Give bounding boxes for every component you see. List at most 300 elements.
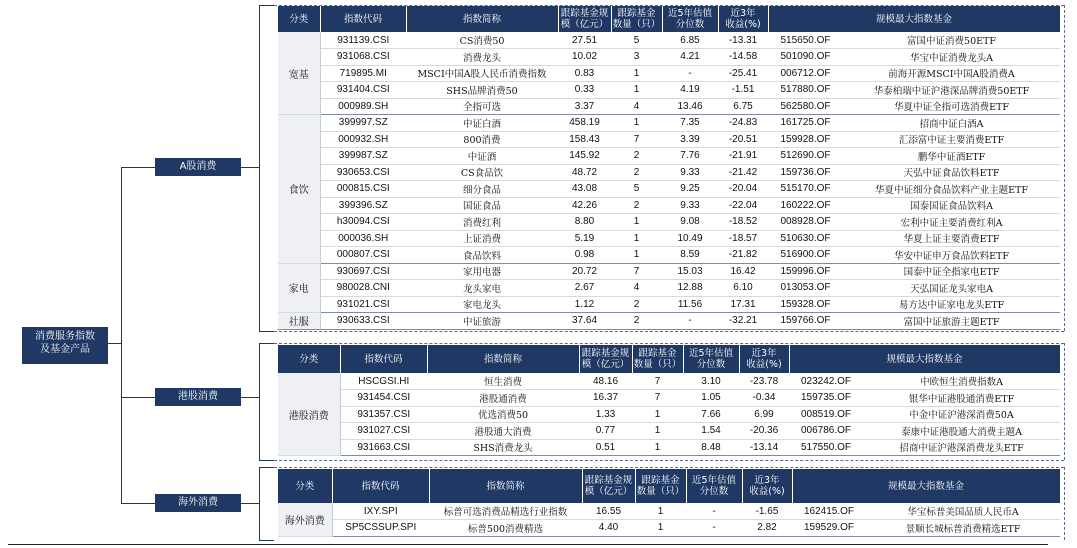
group-cell: 食饮 — [278, 115, 320, 264]
ov-header-code: 指数代码 — [332, 469, 429, 503]
index-name-cell: 港股通消费 — [427, 390, 579, 407]
index-name-cell: 优选消费50 — [427, 406, 579, 423]
frame-hk-right — [1064, 343, 1065, 460]
return-cell: -1.65 — [742, 503, 792, 520]
ov-header-count-l1: 跟踪基金 — [641, 475, 680, 486]
ov-header-ret-l1: 近3年 — [754, 475, 780, 486]
frame-hk-bottom — [274, 460, 1064, 461]
index-code-cell: 931068.CSI — [320, 49, 406, 66]
scale-cell: 43.08 — [558, 181, 611, 198]
index-code-cell: 930697.CSI — [320, 263, 406, 280]
table-row — [278, 230, 1060, 247]
index-name-cell: SHS品牌消费50 — [406, 82, 558, 99]
index-name-cell: 全指可选 — [406, 98, 558, 115]
bracket-hk-t — [259, 343, 274, 344]
fund-code-cell: 159735.OF — [789, 390, 863, 407]
index-code-cell: 930653.CSI — [320, 164, 406, 181]
count-cell: 1 — [632, 439, 683, 456]
valuation-pct-cell: - — [662, 313, 718, 330]
hk-header-count — [632, 345, 683, 373]
ov-header-count-l2: 数量（只） — [636, 486, 685, 497]
valuation-pct-cell: 7.76 — [662, 148, 718, 165]
fund-name-cell: 富国中证消费50ETF — [843, 32, 1060, 49]
frame-ov-top — [274, 467, 1064, 468]
ov-header-scale — [582, 469, 635, 503]
index-code-cell: 399997.SZ — [320, 115, 406, 132]
ov-header-name: 指数简称 — [429, 469, 582, 503]
count-cell: 7 — [611, 131, 662, 148]
valuation-pct-cell: 3.39 — [662, 131, 718, 148]
fund-code-cell: 159328.OF — [768, 296, 843, 313]
valuation-pct-cell: 9.25 — [662, 181, 718, 198]
connector-trunk — [121, 167, 122, 503]
hk-header-name: 指数简称 — [427, 345, 579, 373]
index-code-cell: 931454.CSI — [340, 390, 427, 407]
scale-cell: 5.19 — [558, 230, 611, 247]
fund-code-cell: 159766.OF — [768, 313, 843, 330]
hk-header-scale — [579, 345, 632, 373]
index-name-cell: CS食品饮 — [406, 164, 558, 181]
fund-name-cell: 中欧恒生消费指数A — [863, 373, 1060, 390]
count-cell: 4 — [611, 280, 662, 297]
scale-cell: 16.55 — [582, 503, 635, 520]
frame-hk-top — [274, 343, 1064, 344]
header-ret-l1: 近3年 — [730, 8, 756, 19]
index-name-cell: 龙头家电 — [406, 280, 558, 297]
ov-header-pct — [686, 469, 742, 503]
valuation-pct-cell: 4.19 — [662, 82, 718, 99]
count-cell: 1 — [635, 520, 686, 537]
scale-cell: 48.72 — [558, 164, 611, 181]
table-row — [278, 247, 1060, 264]
bracket-a-v — [259, 5, 260, 332]
scale-cell: 1.33 — [579, 406, 632, 423]
ov-header-count — [635, 469, 686, 503]
index-code-cell: 980028.CNI — [320, 280, 406, 297]
count-cell: 1 — [632, 423, 683, 440]
overseas-table — [278, 469, 1061, 537]
fund-code-cell: 517550.OF — [789, 439, 863, 456]
table-row — [278, 148, 1060, 165]
scale-cell: 1.12 — [558, 296, 611, 313]
hk-header-code: 指数代码 — [340, 345, 427, 373]
fund-code-cell: 008519.OF — [789, 406, 863, 423]
valuation-pct-cell: 9.33 — [662, 197, 718, 214]
index-code-cell: 000989.SH — [320, 98, 406, 115]
hk-header-count-l2: 数量（只） — [633, 359, 682, 370]
hk-header-pct — [683, 345, 739, 373]
count-cell: 1 — [611, 82, 662, 99]
fund-code-cell: 515170.OF — [768, 181, 843, 198]
count-cell: 1 — [611, 214, 662, 231]
bracket-overseas — [241, 503, 259, 504]
index-code-cell: 931357.CSI — [340, 406, 427, 423]
bracket-overseas-v — [259, 467, 260, 541]
return-cell: 17.31 — [718, 296, 768, 313]
index-code-cell: 000036.SH — [320, 230, 406, 247]
fund-name-cell: 天弘国证龙头家电A — [843, 280, 1060, 297]
bracket-hk-v — [259, 343, 260, 461]
fund-code-cell: 501090.OF — [768, 49, 843, 66]
hk-header-count-l1: 跟踪基金 — [638, 348, 677, 359]
fund-code-cell: 516900.OF — [768, 247, 843, 264]
scale-cell: 3.37 — [558, 98, 611, 115]
table-row — [278, 181, 1060, 198]
return-cell: 6.10 — [718, 280, 768, 297]
fund-name-cell: 富国中证旅游主题ETF — [843, 313, 1060, 330]
count-cell: 1 — [632, 406, 683, 423]
valuation-pct-cell: 11.56 — [662, 296, 718, 313]
return-cell: -0.34 — [739, 390, 789, 407]
valuation-pct-cell: 7.66 — [683, 406, 739, 423]
return-cell: -25.41 — [718, 65, 768, 82]
count-cell: 5 — [611, 181, 662, 198]
fund-name-cell: 汇添富中证主要消费ETF — [843, 131, 1060, 148]
fund-code-cell: 162415.OF — [792, 503, 866, 520]
return-cell: -18.52 — [718, 214, 768, 231]
valuation-pct-cell: 1.05 — [683, 390, 739, 407]
index-name-cell: 国证食品 — [406, 197, 558, 214]
index-code-cell: h30094.CSI — [320, 214, 406, 231]
valuation-pct-cell: - — [686, 520, 742, 537]
return-cell: 6.99 — [739, 406, 789, 423]
table-row — [278, 98, 1060, 115]
a-share-table — [278, 6, 1061, 330]
header-ret-l2: 收益(%) — [725, 19, 761, 30]
table-row — [278, 503, 1060, 520]
root-node — [22, 327, 108, 364]
count-cell: 7 — [632, 390, 683, 407]
valuation-pct-cell: 6.85 — [662, 32, 718, 49]
return-cell: -14.58 — [718, 49, 768, 66]
count-cell: 2 — [611, 296, 662, 313]
index-name-cell: 标普500消费精选 — [429, 520, 582, 537]
valuation-pct-cell: 4.21 — [662, 49, 718, 66]
group-cell: 宽基 — [278, 32, 320, 115]
header-count — [611, 6, 662, 32]
index-code-cell: 931663.CSI — [340, 439, 427, 456]
index-name-cell: 恒生消费 — [427, 373, 579, 390]
return-cell: -20.04 — [718, 181, 768, 198]
count-cell: 7 — [632, 373, 683, 390]
count-cell: 1 — [635, 503, 686, 520]
header-count-l1: 跟踪基金 — [617, 8, 656, 19]
count-cell: 7 — [611, 263, 662, 280]
header-scale — [558, 6, 611, 32]
valuation-pct-cell: 7.35 — [662, 115, 718, 132]
header-pct-l2: 分位数 — [675, 19, 705, 30]
index-name-cell: MSCI中国A股人民币消费指数 — [406, 65, 558, 82]
fund-name-cell: 国泰中证全指家电ETF — [843, 263, 1060, 280]
ov-header-fund: 规模最大指数基金 — [792, 469, 1060, 503]
index-name-cell: 中证白酒 — [406, 115, 558, 132]
return-cell: -21.82 — [718, 247, 768, 264]
index-code-cell: 399396.SZ — [320, 197, 406, 214]
fund-code-cell: 023242.OF — [789, 373, 863, 390]
index-name-cell: 上证消费 — [406, 230, 558, 247]
index-code-cell: 000815.CSI — [320, 181, 406, 198]
return-cell: -20.51 — [718, 131, 768, 148]
table-row — [278, 82, 1060, 99]
root-label-line1: 消费服务指数 — [35, 331, 95, 342]
count-cell: 5 — [611, 32, 662, 49]
count-cell: 2 — [611, 164, 662, 181]
header-ret — [718, 6, 768, 32]
a-share-header-row — [278, 6, 1060, 32]
fund-name-cell: 华宝标普美国品质人民币A — [866, 503, 1060, 520]
hk-header-pct-l1: 近5年估值 — [688, 348, 734, 359]
valuation-pct-cell: 9.08 — [662, 214, 718, 231]
index-code-cell: 399987.SZ — [320, 148, 406, 165]
count-cell: 2 — [611, 148, 662, 165]
connector-hk — [121, 397, 155, 398]
hk-header-group: 分类 — [278, 345, 340, 373]
header-scale-l2: 模（亿元） — [560, 19, 609, 30]
valuation-pct-cell: - — [686, 503, 742, 520]
ov-header-ret-l2: 收益(%) — [749, 486, 785, 497]
index-code-cell: 000807.CSI — [320, 247, 406, 264]
frame-a-right — [1064, 5, 1065, 331]
valuation-pct-cell: 8.59 — [662, 247, 718, 264]
category-overseas: 海外消费 — [155, 494, 241, 512]
bracket-a — [241, 167, 259, 168]
scale-cell: 2.67 — [558, 280, 611, 297]
fund-name-cell: 鹏华中证酒ETF — [843, 148, 1060, 165]
table-row — [278, 280, 1060, 297]
fund-name-cell: 泰康中证港股通大消费主题A — [863, 423, 1060, 440]
header-code: 指数代码 — [320, 6, 406, 32]
index-name-cell: 港股通大消费 — [427, 423, 579, 440]
fund-name-cell: 华夏上证主要消费ETF — [843, 230, 1060, 247]
header-pct — [662, 6, 718, 32]
scale-cell: 10.02 — [558, 49, 611, 66]
scale-cell: 0.77 — [579, 423, 632, 440]
header-group: 分类 — [278, 6, 320, 32]
fund-name-cell: 华夏中证全指可选消费ETF — [843, 98, 1060, 115]
count-cell: 2 — [611, 197, 662, 214]
fund-code-cell: 160222.OF — [768, 197, 843, 214]
scale-cell: 0.51 — [579, 439, 632, 456]
fund-name-cell: 国泰国证食品饮料A — [843, 197, 1060, 214]
count-cell: 1 — [611, 65, 662, 82]
connector-overseas — [121, 503, 155, 504]
fund-code-cell: 562580.OF — [768, 98, 843, 115]
scale-cell: 48.16 — [579, 373, 632, 390]
valuation-pct-cell: 10.49 — [662, 230, 718, 247]
index-name-cell: 家用电器 — [406, 263, 558, 280]
scale-cell: 4.40 — [582, 520, 635, 537]
table-row — [278, 214, 1060, 231]
fund-name-cell: 景顺长城标普消费精选ETF — [866, 520, 1060, 537]
category-a-share: A股消费 — [155, 158, 241, 176]
fund-name-cell: 华夏中证细分食品饮料产业主题ETF — [843, 181, 1060, 198]
valuation-pct-cell: - — [662, 65, 718, 82]
bracket-a-b — [259, 331, 274, 332]
fund-name-cell: 华泰柏瑞中证沪港深品牌消费50ETF — [843, 82, 1060, 99]
count-cell: 2 — [611, 313, 662, 330]
table-row — [278, 131, 1060, 148]
return-cell: -21.91 — [718, 148, 768, 165]
table-row — [278, 164, 1060, 181]
group-cell: 港股消费 — [278, 373, 340, 456]
hk-header-pct-l2: 分位数 — [696, 359, 726, 370]
bracket-overseas-b — [259, 540, 274, 541]
return-cell: -13.31 — [718, 32, 768, 49]
fund-name-cell: 中金中证沪港深消费50A — [863, 406, 1060, 423]
footer-rule — [8, 544, 1048, 545]
fund-name-cell: 易方达中证家电龙头ETF — [843, 296, 1060, 313]
connector-a — [121, 167, 155, 168]
ov-header-ret — [742, 469, 792, 503]
group-cell: 家电 — [278, 263, 320, 313]
return-cell: 2.82 — [742, 520, 792, 537]
connector-root — [107, 343, 121, 344]
valuation-pct-cell: 12.88 — [662, 280, 718, 297]
table-row — [278, 115, 1060, 132]
index-name-cell: 标普可选消费品精选行业指数 — [429, 503, 582, 520]
scale-cell: 42.26 — [558, 197, 611, 214]
return-cell: -24.83 — [718, 115, 768, 132]
index-name-cell: 食品饮料 — [406, 247, 558, 264]
fund-name-cell: 招商中证白酒A — [843, 115, 1060, 132]
valuation-pct-cell: 13.46 — [662, 98, 718, 115]
valuation-pct-cell: 3.10 — [683, 373, 739, 390]
scale-cell: 37.64 — [558, 313, 611, 330]
scale-cell: 145.92 — [558, 148, 611, 165]
table-row — [278, 406, 1060, 423]
category-hk: 港股消费 — [155, 388, 241, 406]
fund-code-cell: 512690.OF — [768, 148, 843, 165]
fund-name-cell: 天弘中证食品饮料ETF — [843, 164, 1060, 181]
table-row — [278, 65, 1060, 82]
index-code-cell: 931027.CSI — [340, 423, 427, 440]
fund-code-cell: 159529.OF — [792, 520, 866, 537]
index-name-cell: 800消费 — [406, 131, 558, 148]
scale-cell: 8.80 — [558, 214, 611, 231]
return-cell: -22.04 — [718, 197, 768, 214]
frame-a-bottom — [274, 331, 1064, 332]
count-cell: 1 — [611, 230, 662, 247]
index-name-cell: 中证旅游 — [406, 313, 558, 330]
bracket-hk-b — [259, 460, 274, 461]
hk-header-ret-l2: 收益(%) — [746, 359, 782, 370]
ov-header-scale-l2: 模（亿元） — [584, 486, 633, 497]
return-cell: -23.78 — [739, 373, 789, 390]
index-name-cell: 家电龙头 — [406, 296, 558, 313]
index-name-cell: CS消费50 — [406, 32, 558, 49]
index-code-cell: 931139.CSI — [320, 32, 406, 49]
valuation-pct-cell: 1.54 — [683, 423, 739, 440]
scale-cell: 0.98 — [558, 247, 611, 264]
table-row — [278, 49, 1060, 66]
index-name-cell: 中证酒 — [406, 148, 558, 165]
fund-code-cell: 013053.OF — [768, 280, 843, 297]
valuation-pct-cell: 15.03 — [662, 263, 718, 280]
fund-name-cell: 银华中证港股通消费ETF — [863, 390, 1060, 407]
fund-name-cell: 华安中证申万食品饮料ETF — [843, 247, 1060, 264]
index-code-cell: 930633.CSI — [320, 313, 406, 330]
fund-code-cell: 510630.OF — [768, 230, 843, 247]
hk-header-scale-l2: 模（亿元） — [581, 359, 630, 370]
bracket-a-t — [259, 5, 274, 6]
return-cell: -32.21 — [718, 313, 768, 330]
hk-header-scale-l1: 跟踪基金规 — [581, 348, 630, 359]
header-pct-l1: 近5年估值 — [667, 8, 713, 19]
table-row — [278, 197, 1060, 214]
fund-code-cell: 159736.OF — [768, 164, 843, 181]
fund-code-cell: 515650.OF — [768, 32, 843, 49]
ov-header-group: 分类 — [278, 469, 332, 503]
index-code-cell: 719895.MI — [320, 65, 406, 82]
index-code-cell: 000932.SH — [320, 131, 406, 148]
header-name: 指数简称 — [406, 6, 558, 32]
index-name-cell: SHS消费龙头 — [427, 439, 579, 456]
index-name-cell: 细分食品 — [406, 181, 558, 198]
root-label-line2: 及基金产品 — [40, 344, 90, 355]
fund-code-cell: 006786.OF — [789, 423, 863, 440]
return-cell: -18.57 — [718, 230, 768, 247]
valuation-pct-cell: 9.33 — [662, 164, 718, 181]
hk-header-row — [278, 345, 1060, 373]
valuation-pct-cell: 8.48 — [683, 439, 739, 456]
table-row — [278, 520, 1060, 537]
return-cell: 6.75 — [718, 98, 768, 115]
ov-header-pct-l1: 近5年估值 — [691, 475, 737, 486]
hk-header-ret-l1: 近3年 — [751, 348, 777, 359]
table-row — [278, 313, 1060, 330]
overseas-header-row — [278, 469, 1060, 503]
table-row — [278, 263, 1060, 280]
index-name-cell: 消费龙头 — [406, 49, 558, 66]
scale-cell: 20.72 — [558, 263, 611, 280]
scale-cell: 27.51 — [558, 32, 611, 49]
bracket-overseas-t — [259, 467, 274, 468]
header-fund: 规模最大指数基金 — [768, 6, 1060, 32]
index-name-cell: 消费红利 — [406, 214, 558, 231]
index-code-cell: IXY.SPI — [332, 503, 429, 520]
bracket-hk — [241, 397, 259, 398]
fund-code-cell: 517880.OF — [768, 82, 843, 99]
count-cell: 1 — [611, 247, 662, 264]
return-cell: -21.42 — [718, 164, 768, 181]
hk-table — [278, 345, 1061, 456]
index-code-cell: HSCGSI.HI — [340, 373, 427, 390]
count-cell: 4 — [611, 98, 662, 115]
fund-name-cell: 招商中证沪港深消费龙头ETF — [863, 439, 1060, 456]
scale-cell: 16.37 — [579, 390, 632, 407]
count-cell: 3 — [611, 49, 662, 66]
return-cell: 16.42 — [718, 263, 768, 280]
index-code-cell: 931021.CSI — [320, 296, 406, 313]
scale-cell: 158.43 — [558, 131, 611, 148]
header-count-l2: 数量（只） — [612, 19, 661, 30]
return-cell: -20.36 — [739, 423, 789, 440]
fund-code-cell: 161725.OF — [768, 115, 843, 132]
index-code-cell: SP5CSSUP.SPI — [332, 520, 429, 537]
table-row — [278, 296, 1060, 313]
ov-header-pct-l2: 分位数 — [699, 486, 729, 497]
table-row — [278, 373, 1060, 390]
fund-name-cell: 宏利中证主要消费红利A — [843, 214, 1060, 231]
scale-cell: 458.19 — [558, 115, 611, 132]
return-cell: -1.51 — [718, 82, 768, 99]
fund-code-cell: 159996.OF — [768, 263, 843, 280]
header-scale-l1: 跟踪基金规 — [560, 8, 609, 19]
group-cell: 社服 — [278, 313, 320, 330]
scale-cell: 0.33 — [558, 82, 611, 99]
fund-code-cell: 159928.OF — [768, 131, 843, 148]
hk-header-ret — [739, 345, 789, 373]
